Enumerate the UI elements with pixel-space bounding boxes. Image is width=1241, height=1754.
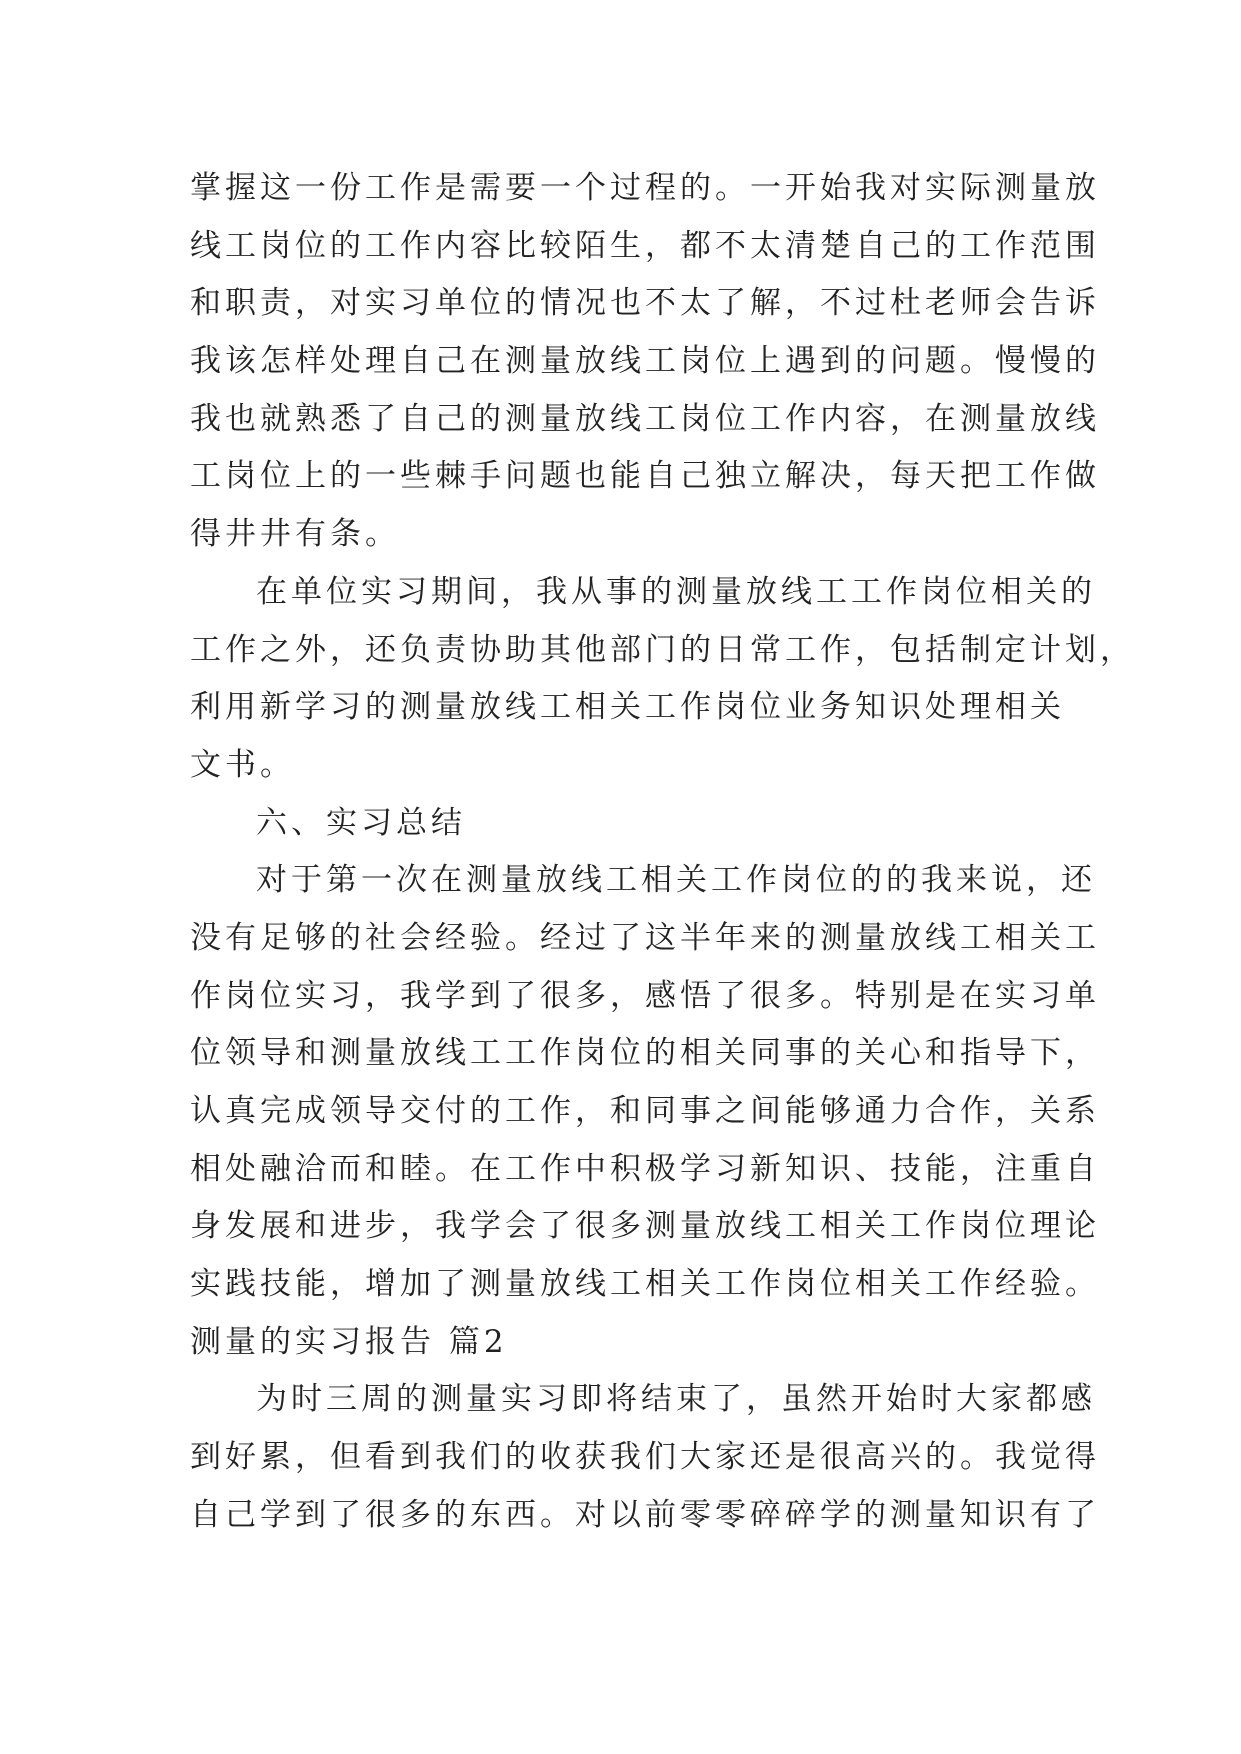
text-line: 我该怎样处理自己在测量放线工岗位上遇到的问题。慢慢的 bbox=[190, 343, 1100, 380]
text-line: 掌握这一份工作是需要一个过程的。一开始我对实际测量放 bbox=[190, 170, 1100, 206]
text-line: 六、实习总结 bbox=[256, 804, 466, 841]
text-line: 自己学到了很多的东西。对以前零零碎碎学的测量知识有了 bbox=[190, 1496, 1100, 1533]
text-line: 测量的实习报告 篇2 bbox=[190, 1323, 508, 1360]
text-line: 到好累，但看到我们的收获我们大家还是很高兴的。我觉得 bbox=[190, 1439, 1100, 1476]
body-text bbox=[190, 160, 1135, 1545]
text-line: 工岗位上的一些棘手问题也能自己独立解决，每天把工作做 bbox=[190, 458, 1100, 495]
text-line: 工作之外，还负责协助其他部门的日常工作，包括制定计划， bbox=[190, 631, 1135, 668]
text-line: 为时三周的测量实习即将结束了，虽然开始时大家都感 bbox=[256, 1381, 1096, 1418]
text-line: 得井井有条。 bbox=[190, 516, 400, 553]
text-line: 认真完成领导交付的工作，和同事之间能够通力合作，关系 bbox=[190, 1093, 1100, 1129]
text-line: 线工岗位的工作内容比较陌生，都不太清楚自己的工作范围 bbox=[190, 227, 1100, 264]
text-line: 相处融洽而和睦。在工作中积极学习新知识、技能，注重自 bbox=[190, 1150, 1100, 1187]
text-line: 在单位实习期间，我从事的测量放线工工作岗位相关的 bbox=[256, 573, 1096, 610]
text-line: 文书。 bbox=[190, 746, 295, 783]
text-line: 没有足够的社会经验。经过了这半年来的测量放线工相关工 bbox=[190, 919, 1100, 956]
text-line: 利用新学习的测量放线工相关工作岗位业务知识处理相关 bbox=[190, 689, 1065, 726]
text-line: 身发展和进步，我学会了很多测量放线工相关工作岗位理论 bbox=[190, 1208, 1100, 1245]
text-line: 实践技能，增加了测量放线工相关工作岗位相关工作经验。 bbox=[190, 1266, 1100, 1303]
text-line: 和职责，对实习单位的情况也不太了解，不过杜老师会告诉 bbox=[190, 285, 1100, 322]
text-line: 我也就熟悉了自己的测量放线工岗位工作内容，在测量放线 bbox=[190, 400, 1100, 437]
text-line: 位领导和测量放线工工作岗位的相关同事的关心和指导下， bbox=[190, 1035, 1100, 1072]
text-line: 对于第一次在测量放线工相关工作岗位的的我来说，还 bbox=[256, 862, 1096, 899]
text-line: 作岗位实习，我学到了很多，感悟了很多。特别是在实习单 bbox=[190, 977, 1100, 1014]
